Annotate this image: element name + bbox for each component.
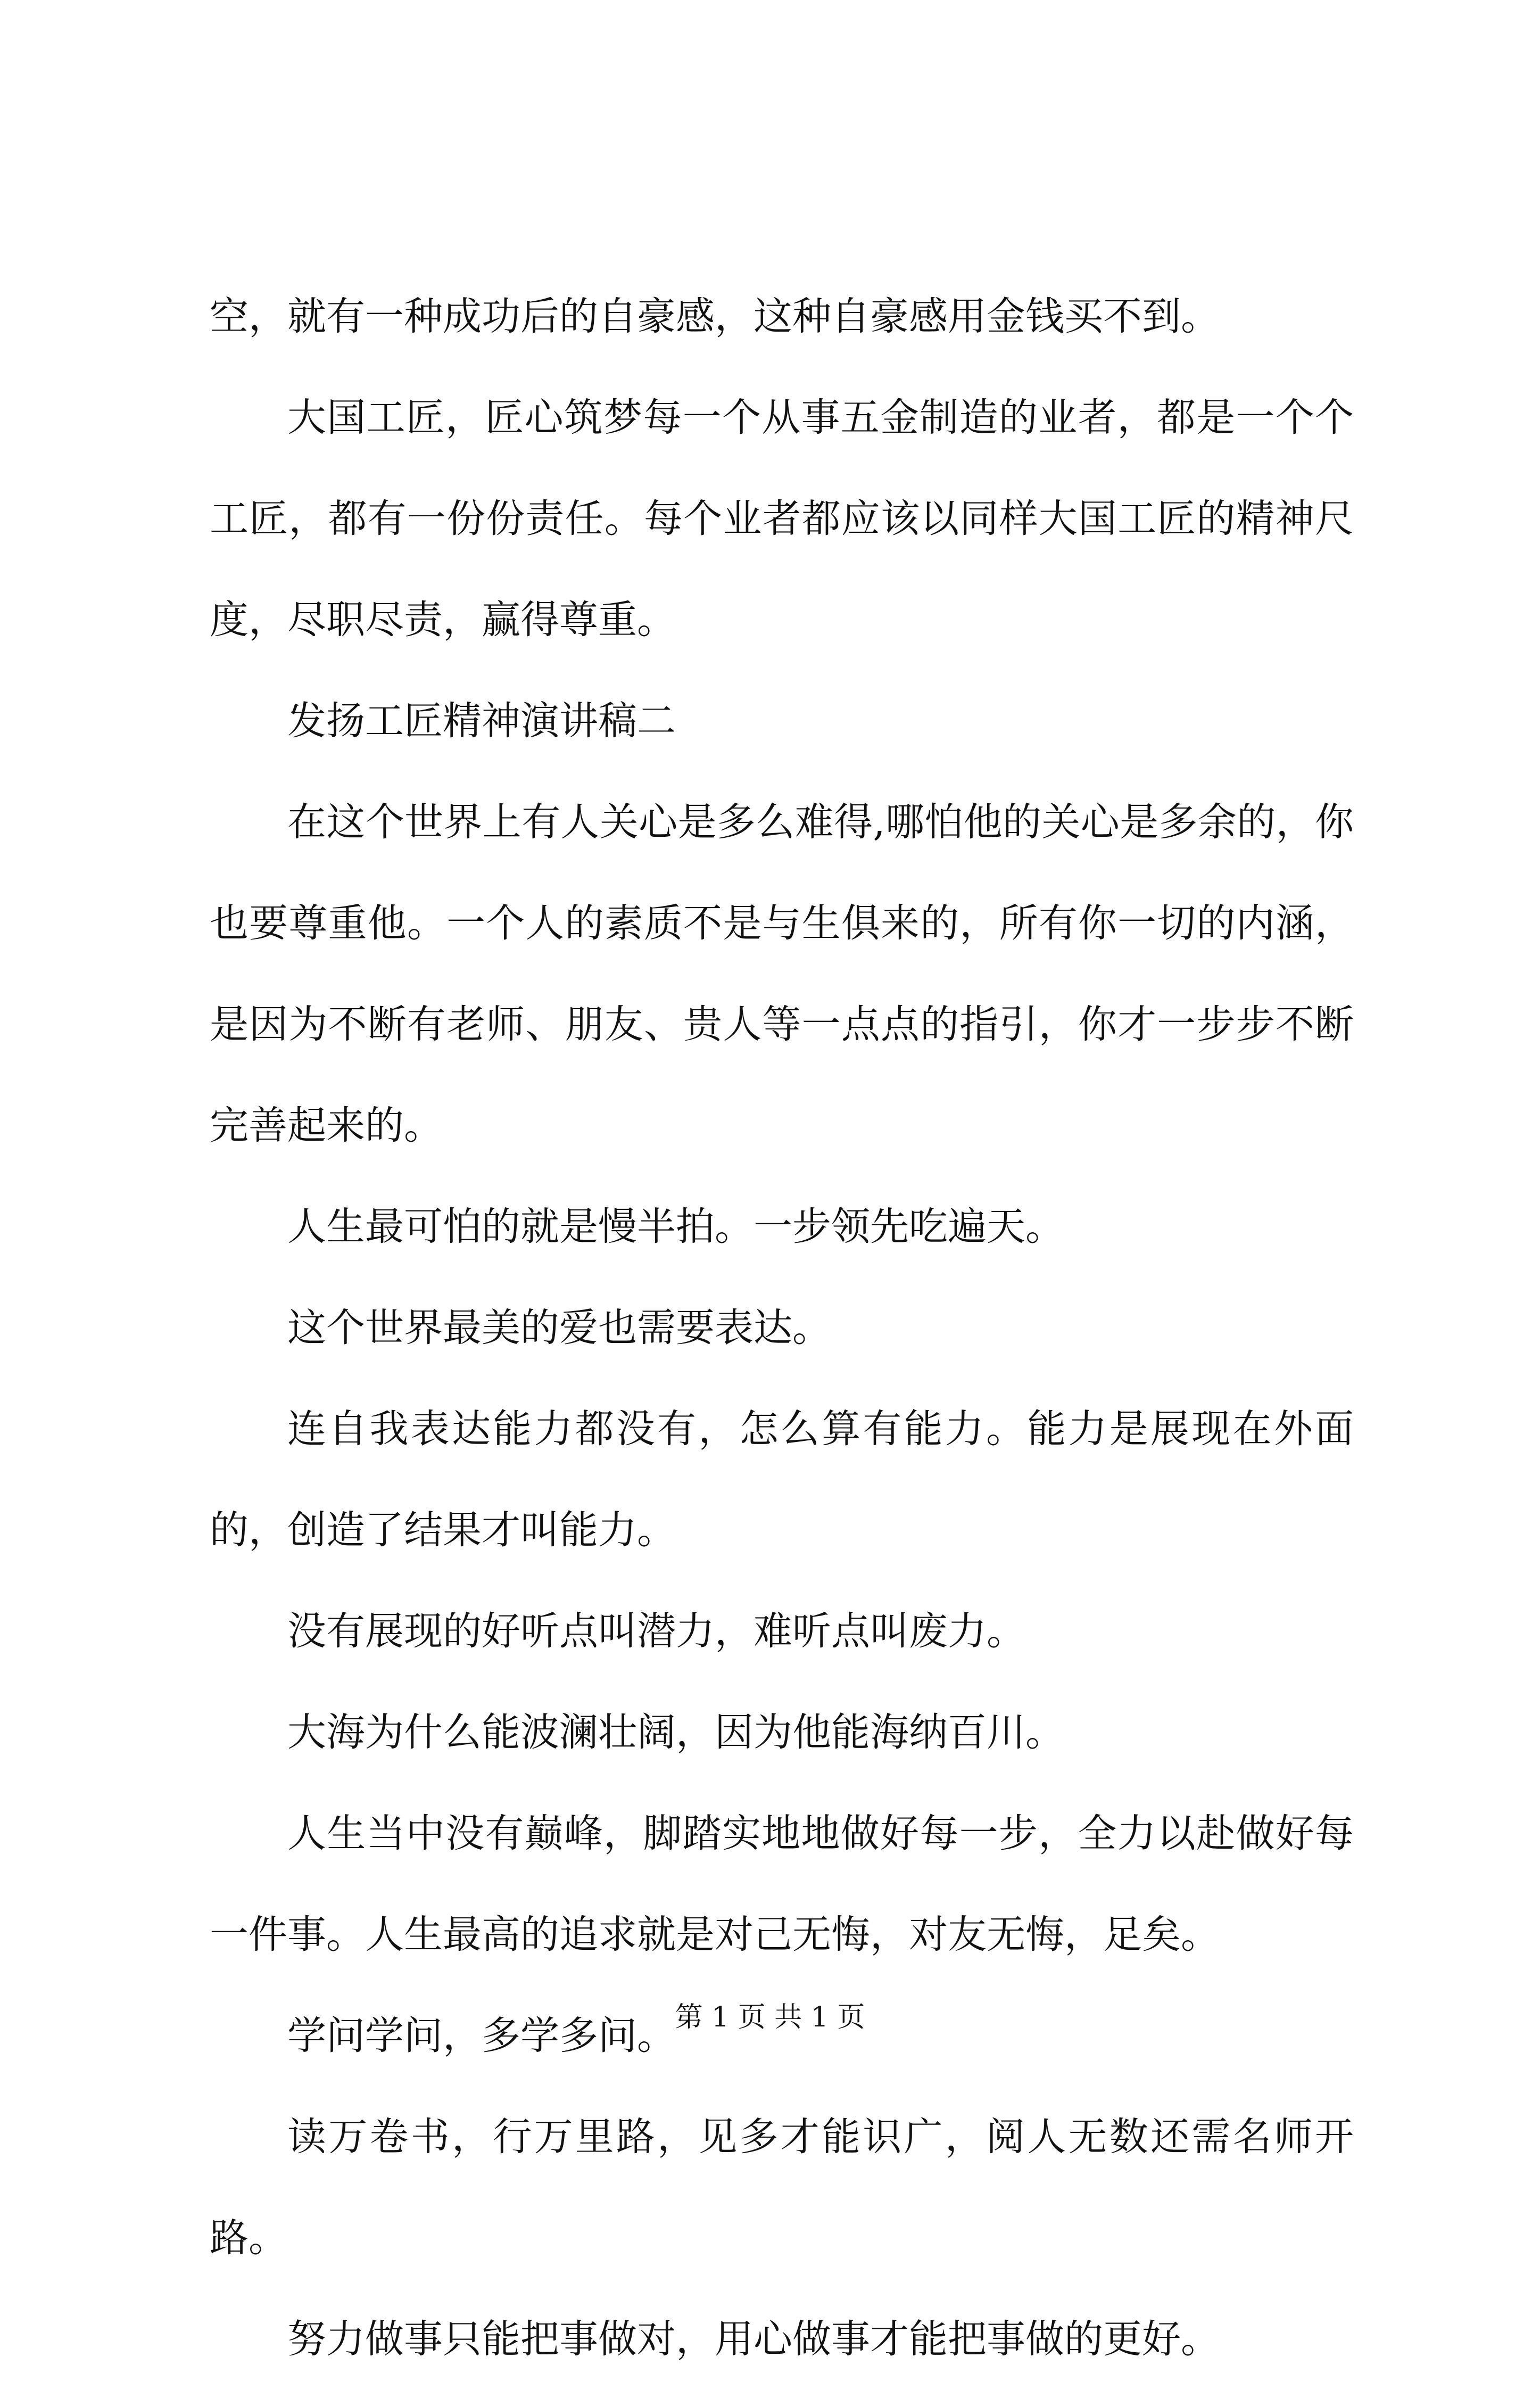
paragraph-2: 大国工匠，匠心筑梦每一个从事五金制造的业者，都是一个个工匠，都有一份份责任。每个业者都应该以同样大国工匠的精神尺度，尽职尽责，赢得尊重。 (210, 395, 1354, 642)
paragraph-13: 努力做事只能把事做对，用心做事才能把事做的更好。 (287, 2317, 1220, 2362)
paragraph-8: 没有展现的好听点叫潜力，难听点叫废力。 (287, 1609, 1025, 1654)
paragraph-9: 大海为什么能波澜壮阔，因为他能海纳百川。 (287, 1710, 1064, 1755)
page-footer: 第 1 页 共 1 页 (675, 2001, 865, 2033)
paragraph-6: 这个世界最美的爱也需要表达。 (287, 1305, 831, 1350)
paragraph-11: 学问学问，多学多问。 (287, 2013, 676, 2058)
paragraph-12: 读万卷书，行万里路，见多才能识广，阅人无数还需名师开路。 (210, 2114, 1354, 2261)
document-body (210, 266, 1354, 2390)
paragraph-10: 人生当中没有巅峰，脚踏实地地做好每一步，全力以赴做好每一件事。人生最高的追求就是对己无悔，对友无悔，足矣。 (210, 1811, 1354, 1957)
section-heading: 发扬工匠精神演讲稿二 (287, 698, 676, 744)
paragraph-7: 连自我表达能力都没有，怎么算有能力。能力是展现在外面的，创造了结果才叫能力。 (210, 1406, 1354, 1553)
paragraph-1: 空，就有一种成功后的自豪感，这种自豪感用金钱买不到。 (210, 294, 1220, 339)
paragraph-4: 在这个世界上有人关心是多么难得,哪怕他的关心是多余的，你也要尊重他。一个人的素质不是与生俱来的，所有你一切的内涵，是因为不断有老师、朋友、贵人等一点点的指引，你才一步步不断完善起来的。 (210, 800, 1354, 1148)
paragraph-5: 人生最可怕的就是慢半拍。一步领先吃遍天。 (287, 1204, 1064, 1249)
